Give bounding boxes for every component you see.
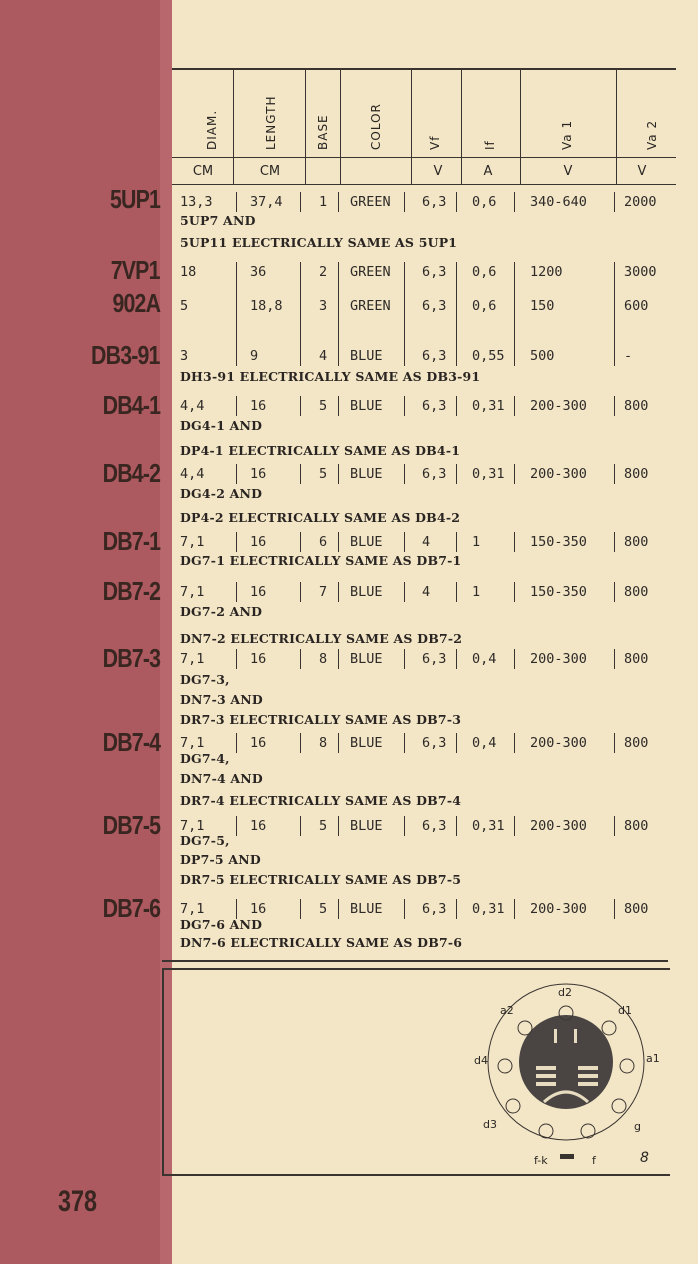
- cell-va1: 200-300: [530, 651, 587, 667]
- cell-divider: [456, 816, 457, 836]
- note-line: DN7-2 ELECTRICALLY SAME AS DB7-2: [180, 631, 463, 646]
- cell-divider: [514, 464, 515, 484]
- note-line: DG7-1 ELECTRICALLY SAME AS DB7-1: [180, 553, 462, 568]
- cell-divider: [236, 582, 237, 602]
- cell-color: GREEN: [350, 194, 391, 210]
- cell-divider: [404, 532, 405, 552]
- cell-va1: 150-350: [530, 534, 587, 550]
- cell-divider: [614, 532, 615, 552]
- cell-diam: 7,1: [180, 534, 205, 550]
- cell-divider: [404, 733, 405, 753]
- cell-color: BLUE: [350, 398, 383, 414]
- cell-divider: [514, 582, 515, 602]
- cell-color: BLUE: [350, 901, 383, 917]
- cell-va1: 150: [530, 298, 555, 314]
- cell-divider: [338, 582, 339, 602]
- cell-base: 4: [319, 348, 328, 364]
- cell-if: 0,31: [472, 818, 505, 834]
- cell-divider: [236, 733, 237, 753]
- cell-vf: 6,3: [422, 298, 447, 314]
- plate-mark: [578, 1074, 598, 1078]
- cell-base: 5: [319, 466, 328, 482]
- cell-color: BLUE: [350, 584, 383, 600]
- cell-if: 0,4: [472, 651, 497, 667]
- pin-d1: [602, 1021, 616, 1035]
- cell-length: 16: [250, 398, 267, 414]
- cell-divider: [338, 649, 339, 669]
- cell-base: 7: [319, 584, 328, 600]
- cell-divider: [404, 816, 405, 836]
- cell-va2: 800: [624, 651, 649, 667]
- cell-length: 16: [250, 818, 267, 834]
- unit-va2: V: [637, 164, 647, 179]
- cell-divider: [614, 192, 615, 212]
- cell-color: GREEN: [350, 298, 391, 314]
- cell-divider: [236, 396, 237, 416]
- cell-vf: 4: [422, 534, 431, 550]
- cell-divider: [456, 464, 457, 484]
- model-label: DB7-6: [102, 893, 160, 923]
- note-line: DR7-3 ELECTRICALLY SAME AS DB7-3: [180, 712, 462, 727]
- note-line: DR7-5 ELECTRICALLY SAME AS DB7-5: [180, 872, 462, 887]
- note-line: 5UP7 AND: [180, 213, 256, 228]
- note-line: DP4-1 ELECTRICALLY SAME AS DB4-1: [180, 443, 461, 458]
- unit-if: A: [483, 164, 493, 179]
- pin-d3: [506, 1099, 520, 1113]
- cell-divider: [514, 816, 515, 836]
- cell-if: 0,31: [472, 398, 505, 414]
- cell-base: 6: [319, 534, 328, 550]
- cell-divider: [514, 396, 515, 416]
- cell-base: 5: [319, 901, 328, 917]
- cell-vf: 6,3: [422, 651, 447, 667]
- cell-vf: 6,3: [422, 398, 447, 414]
- note-line: DN7-3 AND: [180, 692, 263, 707]
- cell-if: 0,4: [472, 735, 497, 751]
- cell-divider: [514, 192, 515, 212]
- cell-divider: [236, 649, 237, 669]
- page-number: 378: [58, 1185, 98, 1218]
- column-divider: [233, 68, 234, 184]
- cell-va2: -: [624, 348, 633, 364]
- cell-divider: [514, 899, 515, 919]
- plate-mark: [536, 1074, 556, 1078]
- table-bottom-rule: [162, 960, 668, 962]
- pin-a1: [620, 1059, 634, 1073]
- cell-divider: [614, 899, 615, 919]
- cell-color: GREEN: [350, 264, 391, 280]
- cell-divider: [338, 396, 339, 416]
- cell-base: 5: [319, 398, 328, 414]
- note-line: DP7-5 AND: [180, 852, 261, 867]
- cell-if: 0,31: [472, 466, 505, 482]
- cell-divider: [236, 899, 237, 919]
- cell-divider: [614, 649, 615, 669]
- cell-length: 16: [250, 735, 267, 751]
- cell-va2: 3000: [624, 264, 657, 280]
- model-label: DB7-5: [102, 810, 160, 840]
- cell-divider: [456, 532, 457, 552]
- cell-divider: [338, 733, 339, 753]
- cell-divider: [404, 396, 405, 416]
- cell-vf: 6,3: [422, 194, 447, 210]
- cell-vf: 6,3: [422, 264, 447, 280]
- column-divider: [520, 68, 521, 184]
- pin-label: a2: [500, 1004, 514, 1017]
- model-label: DB3-91: [91, 340, 160, 370]
- cell-color: BLUE: [350, 818, 383, 834]
- cell-length: 9: [250, 348, 259, 364]
- cell-vf: 6,3: [422, 348, 447, 364]
- note-line: DG7-3,: [180, 672, 230, 687]
- cell-divider: [456, 346, 457, 366]
- column-divider: [305, 68, 306, 184]
- pin-label: d1: [618, 1004, 632, 1017]
- cell-divider: [300, 899, 301, 919]
- cell-divider: [300, 649, 301, 669]
- cell-vf: 6,3: [422, 466, 447, 482]
- header-va2: Va 2: [645, 119, 659, 150]
- cell-va2: 800: [624, 818, 649, 834]
- cell-divider: [404, 582, 405, 602]
- cell-diam: 7,1: [180, 735, 205, 751]
- column-divider: [340, 68, 341, 184]
- note-line: DG7-4,: [180, 751, 230, 766]
- cell-divider: [300, 816, 301, 836]
- key-mark: [574, 1029, 577, 1043]
- cell-if: 0,31: [472, 901, 505, 917]
- cell-divider: [404, 464, 405, 484]
- header-vf: Vf: [428, 135, 442, 150]
- cell-base: 3: [319, 298, 328, 314]
- cell-divider: [300, 192, 301, 212]
- cell-vf: 4: [422, 584, 431, 600]
- cell-if: 0,55: [472, 348, 505, 364]
- cell-divider: [300, 464, 301, 484]
- cell-base: 2: [319, 264, 328, 280]
- note-line: DG4-1 AND: [180, 418, 263, 433]
- cell-length: 16: [250, 584, 267, 600]
- cell-divider: [300, 532, 301, 552]
- cell-length: 16: [250, 901, 267, 917]
- pin-a2: [518, 1021, 532, 1035]
- cell-divider: [338, 816, 339, 836]
- cell-va2: 2000: [624, 194, 657, 210]
- cell-divider: [404, 192, 405, 212]
- unit-diam: CM: [192, 164, 214, 179]
- pin-label: a1: [646, 1052, 660, 1065]
- cell-divider: [300, 582, 301, 602]
- unit-vf: V: [433, 164, 443, 179]
- cell-divider: [456, 733, 457, 753]
- cell-diam: 7,1: [180, 584, 205, 600]
- cell-divider: [300, 346, 301, 366]
- cell-va2: 800: [624, 735, 649, 751]
- cell-divider: [404, 649, 405, 669]
- cell-va1: 1200: [530, 264, 563, 280]
- model-label: DB7-1: [102, 526, 160, 556]
- cell-divider: [338, 346, 339, 366]
- cell-vf: 6,3: [422, 735, 447, 751]
- cell-divider: [236, 346, 237, 366]
- plate-mark: [536, 1082, 556, 1086]
- cell-divider: [514, 346, 515, 366]
- cell-va2: 800: [624, 901, 649, 917]
- unit-length: CM: [259, 164, 281, 179]
- pin-d4: [498, 1059, 512, 1073]
- cell-length: 16: [250, 651, 267, 667]
- cell-divider: [514, 649, 515, 669]
- cell-divider: [404, 899, 405, 919]
- cell-va2: 800: [624, 466, 649, 482]
- cell-divider: [456, 396, 457, 416]
- pin-label: d3: [483, 1118, 497, 1131]
- cell-color: BLUE: [350, 534, 383, 550]
- cell-divider: [236, 464, 237, 484]
- cell-if: 1: [472, 534, 481, 550]
- model-label: DB7-2: [102, 576, 160, 606]
- plate-mark: [578, 1082, 598, 1086]
- cell-base: 8: [319, 735, 328, 751]
- cell-divider: [456, 899, 457, 919]
- cell-divider: [338, 899, 339, 919]
- cell-diam: 4,4: [180, 398, 205, 414]
- cell-base: 5: [319, 818, 328, 834]
- header-base: BASE: [316, 114, 330, 150]
- model-label: 5UP1: [109, 184, 160, 214]
- pin-label: f: [592, 1154, 596, 1167]
- cell-va1: 340-640: [530, 194, 587, 210]
- cell-divider: [614, 396, 615, 416]
- note-line: DP4-2 ELECTRICALLY SAME AS DB4-2: [180, 510, 461, 525]
- pin-f: [581, 1124, 595, 1138]
- note-line: DG7-2 AND: [180, 604, 263, 619]
- cell-va1: 200-300: [530, 818, 587, 834]
- pin-label: g: [634, 1120, 641, 1133]
- pin-f-k: [539, 1124, 553, 1138]
- cell-va2: 800: [624, 584, 649, 600]
- pin-label: d2: [558, 986, 572, 999]
- cell-va1: 200-300: [530, 901, 587, 917]
- cell-if: 1: [472, 584, 481, 600]
- cell-va1: 500: [530, 348, 555, 364]
- model-label: DB7-4: [102, 727, 160, 757]
- plate-mark: [536, 1066, 556, 1070]
- header-length: LENGTH: [264, 95, 278, 150]
- header-va1: Va 1: [560, 119, 574, 150]
- cell-base: 1: [319, 194, 328, 210]
- table-top-rule: [172, 68, 676, 70]
- model-label: DB4-2: [102, 458, 160, 488]
- cell-color: BLUE: [350, 466, 383, 482]
- note-line: DG4-2 AND: [180, 486, 263, 501]
- cell-divider: [338, 192, 339, 212]
- cell-va2: 800: [624, 398, 649, 414]
- unit-va1: V: [563, 164, 573, 179]
- cell-diam: 18: [180, 264, 197, 280]
- cell-diam: 5: [180, 298, 189, 314]
- cell-divider: [614, 346, 615, 366]
- cell-diam: 7,1: [180, 651, 205, 667]
- cell-length: 16: [250, 534, 267, 550]
- cell-diam: 3: [180, 348, 189, 364]
- cell-divider: [338, 464, 339, 484]
- cell-length: 36: [250, 264, 267, 280]
- cell-divider: [514, 532, 515, 552]
- cell-divider: [456, 582, 457, 602]
- note-line: DH3-91 ELECTRICALLY SAME AS DB3-91: [180, 369, 481, 384]
- note-line: 5UP11 ELECTRICALLY SAME AS 5UP1: [180, 235, 458, 250]
- cell-va1: 200-300: [530, 466, 587, 482]
- pin-label: f-k: [534, 1154, 548, 1167]
- cell-length: 18,8: [250, 298, 283, 314]
- cell-va1: 200-300: [530, 398, 587, 414]
- cell-diam: 7,1: [180, 818, 205, 834]
- cell-diam: 13,3: [180, 194, 213, 210]
- model-label: DB4-1: [102, 390, 160, 420]
- key-tab: [560, 1154, 574, 1159]
- header-diam: DIAM.: [205, 109, 219, 150]
- note-line: DG7-5,: [180, 833, 230, 848]
- base-number: 8: [640, 1150, 649, 1166]
- column-divider: [616, 68, 617, 184]
- pin-label: d4: [474, 1054, 488, 1067]
- note-line: DR7-4 ELECTRICALLY SAME AS DB7-4: [180, 793, 462, 808]
- note-line: DN7-4 AND: [180, 771, 263, 786]
- cell-va1: 200-300: [530, 735, 587, 751]
- plate-mark: [578, 1066, 598, 1070]
- cell-divider: [614, 733, 615, 753]
- cell-length: 16: [250, 466, 267, 482]
- header-color: COLOR: [369, 103, 383, 150]
- cell-va2: 800: [624, 534, 649, 550]
- cell-divider: [514, 733, 515, 753]
- model-label: 902A: [112, 288, 160, 318]
- units-rule: [172, 184, 676, 185]
- pin-g: [612, 1099, 626, 1113]
- cell-va1: 150-350: [530, 584, 587, 600]
- column-divider: [461, 68, 462, 184]
- cell-color: BLUE: [350, 348, 383, 364]
- header-rule: [172, 157, 676, 158]
- cell-if: 0,6: [472, 298, 497, 314]
- cell-divider: [236, 816, 237, 836]
- column-divider: [411, 68, 412, 184]
- cell-divider: [404, 346, 405, 366]
- cell-divider: [236, 532, 237, 552]
- base-socket: [519, 1015, 613, 1109]
- cell-divider: [456, 649, 457, 669]
- cell-color: BLUE: [350, 651, 383, 667]
- key-mark: [554, 1029, 557, 1043]
- cell-divider: [456, 192, 457, 212]
- model-label: DB7-3: [102, 643, 160, 673]
- cell-divider: [614, 816, 615, 836]
- note-line: DN7-6 ELECTRICALLY SAME AS DB7-6: [180, 935, 463, 950]
- tube-base-diagram: [470, 980, 670, 1170]
- cell-if: 0,6: [472, 264, 497, 280]
- cell-divider: [614, 464, 615, 484]
- cell-color: BLUE: [350, 735, 383, 751]
- cell-length: 37,4: [250, 194, 283, 210]
- note-line: DG7-6 AND: [180, 917, 263, 932]
- cell-divider: [236, 192, 237, 212]
- cell-vf: 6,3: [422, 818, 447, 834]
- cell-diam: 7,1: [180, 901, 205, 917]
- cell-base: 8: [319, 651, 328, 667]
- cell-vf: 6,3: [422, 901, 447, 917]
- cell-divider: [300, 733, 301, 753]
- cell-divider: [300, 396, 301, 416]
- cell-diam: 4,4: [180, 466, 205, 482]
- cell-if: 0,6: [472, 194, 497, 210]
- model-label: 7VP1: [111, 255, 160, 285]
- cell-va2: 600: [624, 298, 649, 314]
- cell-divider: [338, 532, 339, 552]
- cell-divider: [614, 582, 615, 602]
- header-if: If: [483, 140, 497, 150]
